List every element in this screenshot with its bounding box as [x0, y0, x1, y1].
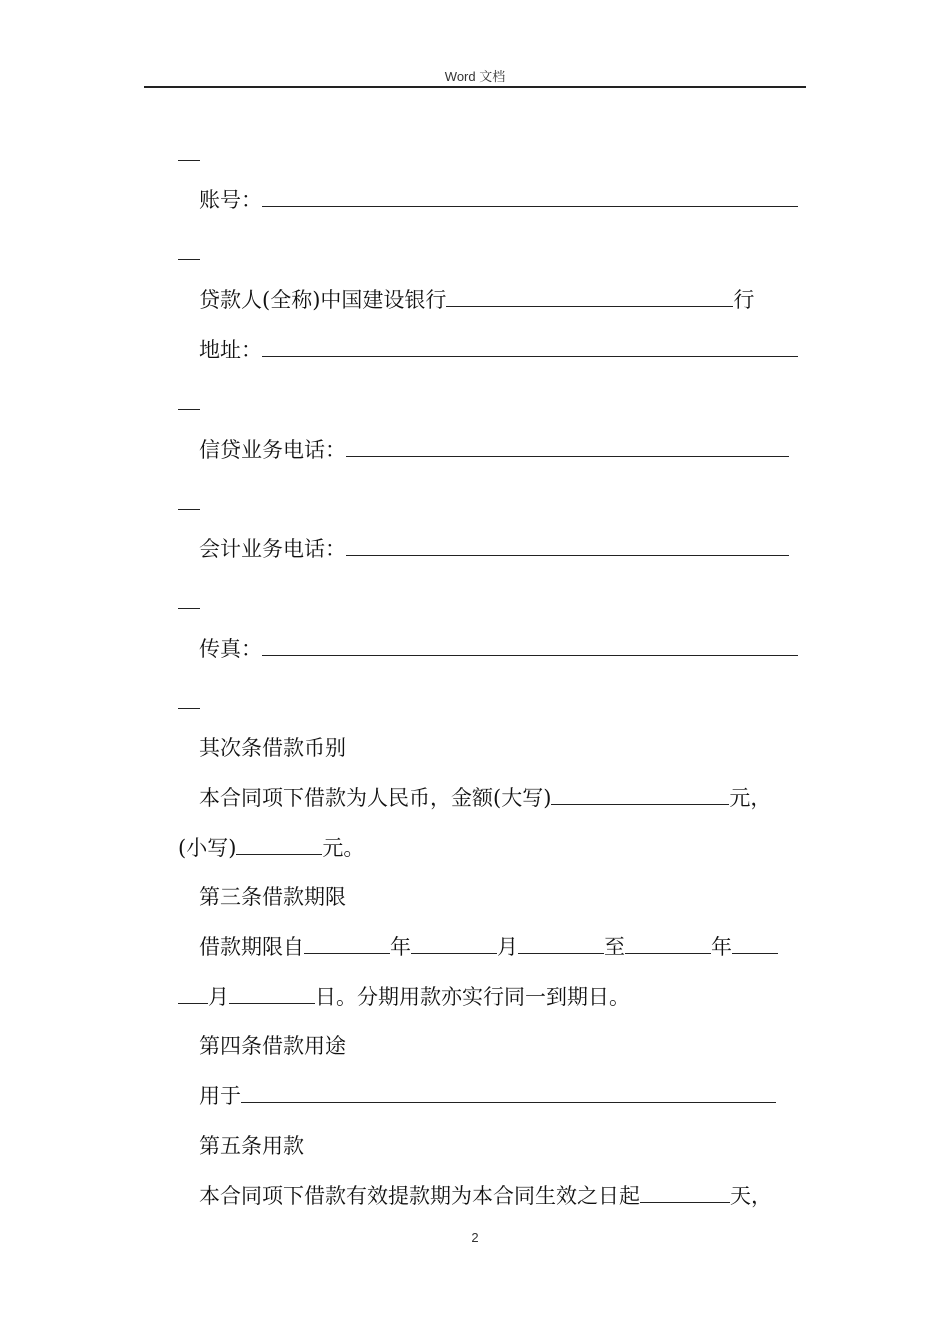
dash-mark [178, 509, 200, 510]
article4-label: 用于 [199, 1084, 241, 1108]
article3-end-month-label: 月 [208, 985, 229, 1009]
article5-title: 第五条用款 [199, 1134, 304, 1158]
amount-uppercase-blank [551, 782, 729, 805]
article2-text2-part2: 元。 [322, 836, 365, 860]
start-year-blank [304, 931, 390, 954]
accounting-phone-line [178, 529, 821, 569]
end-month-blank-cont [178, 981, 208, 1004]
dash-line [178, 487, 800, 527]
article3-year-label: 年 [390, 935, 411, 959]
article3-to: 至 [604, 935, 625, 959]
lender-line [178, 280, 821, 320]
address-label: 地址： [199, 338, 262, 362]
address-line [178, 330, 821, 370]
article3-text [178, 927, 821, 967]
dash-line [178, 686, 800, 726]
lender-branch-blank [446, 284, 733, 307]
end-day-blank [229, 981, 315, 1004]
dash-mark [178, 708, 200, 709]
header-rule [144, 86, 806, 88]
lender-suffix: 行 [733, 288, 755, 312]
document-header: Word 文档 [444, 69, 506, 84]
article3-title: 第三条借款期限 [199, 885, 346, 909]
fax-blank [262, 633, 798, 656]
fax-label: 传真： [199, 637, 262, 661]
dash-mark [178, 160, 200, 161]
end-year-blank [625, 931, 711, 954]
article3-end-text: 日。分期用款亦实行同一到期日。 [315, 985, 630, 1009]
article3-text2 [178, 977, 800, 1017]
article2-text [178, 778, 821, 818]
end-month-blank [732, 931, 778, 954]
dash-line [178, 586, 800, 626]
dash-line [178, 138, 800, 178]
start-day-blank [518, 931, 604, 954]
account-blank [262, 184, 798, 207]
amount-lowercase-blank [236, 832, 322, 855]
accounting-phone-label: 会计业务电话： [199, 537, 346, 561]
article4-text [178, 1076, 821, 1116]
dash-line [178, 387, 800, 427]
article3-end-year-label: 年 [711, 935, 732, 959]
article2-text2 [178, 828, 800, 868]
dash-line [178, 237, 800, 277]
address-blank [262, 334, 798, 357]
drawdown-days-blank [640, 1180, 730, 1203]
dash-mark [178, 608, 200, 609]
article4-title: 第四条借款用途 [199, 1034, 346, 1058]
article5-text-part1: 本合同项下借款有效提款期为本合同生效之日起 [199, 1184, 640, 1208]
article2-title: 其次条借款币别 [199, 736, 346, 760]
article3-from: 借款期限自 [199, 935, 304, 959]
accounting-phone-blank [346, 533, 789, 556]
dash-mark [178, 409, 200, 410]
article2-text-part1: 本合同项下借款为人民币，金额(大写) [199, 786, 552, 810]
article5-text-part2: 天， [730, 1184, 772, 1208]
account-line [178, 180, 821, 220]
dash-mark [178, 259, 200, 260]
fax-line [178, 629, 821, 669]
purpose-blank [241, 1080, 776, 1103]
credit-phone-label: 信贷业务电话： [199, 438, 346, 462]
page-number: 2 [471, 1230, 479, 1245]
article5-text [178, 1176, 821, 1216]
article2-text-part2: 元， [729, 786, 772, 810]
start-month-blank [411, 931, 497, 954]
article3-month-label: 月 [497, 935, 518, 959]
credit-phone-line [178, 430, 821, 470]
article2-text2-part1: (小写) [178, 836, 237, 860]
credit-phone-blank [346, 434, 789, 457]
account-label: 账号： [199, 188, 262, 212]
lender-prefix: 贷款人(全称)中国建设银行 [199, 288, 447, 312]
